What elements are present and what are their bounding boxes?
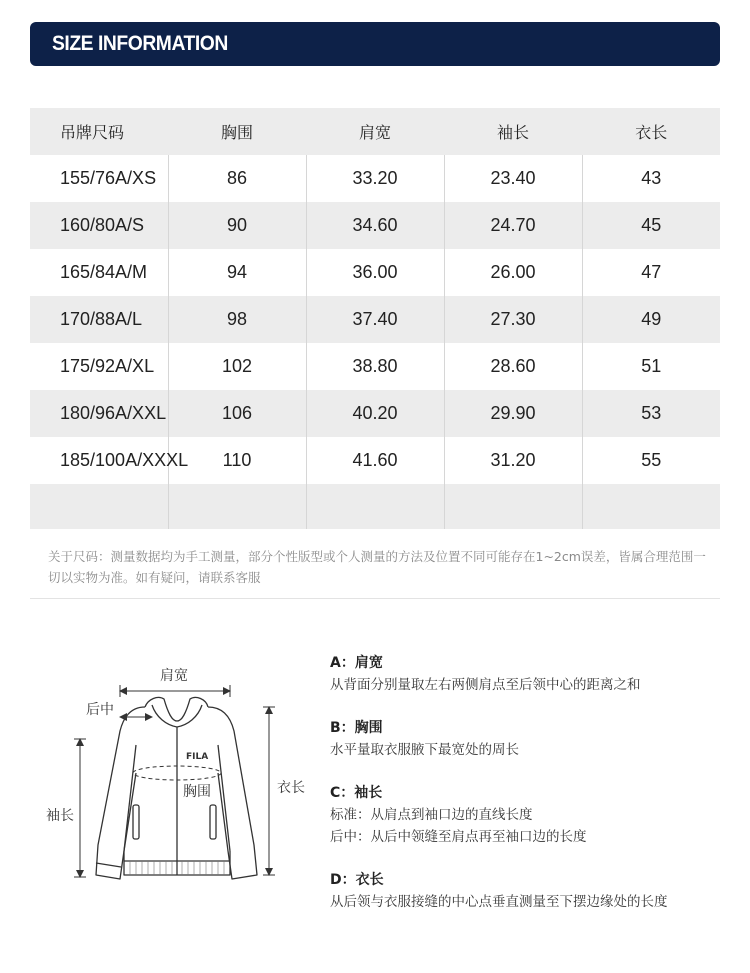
table-row xyxy=(30,390,720,437)
column-header: 肩宽 xyxy=(306,108,444,155)
measurement-diagram xyxy=(40,655,320,905)
definition-text: 从背面分别量取左右两侧肩点至后领中心的距离之和 xyxy=(330,677,641,693)
divider xyxy=(30,598,720,599)
definition-title: D：衣长 xyxy=(330,872,384,888)
table-cell: 47 xyxy=(582,249,720,296)
diagram-label-sleeve: 袖长 xyxy=(46,808,74,824)
table-row xyxy=(30,155,720,202)
table-cell: 98 xyxy=(168,296,306,343)
definition-text: 从后领与衣服接缝的中心点垂直测量至下摆边缘处的长度 xyxy=(330,894,668,910)
definition-shoulder xyxy=(330,652,730,696)
table-cell: 110 xyxy=(168,437,306,484)
table-cell: 170/88A/L xyxy=(30,296,168,343)
definition-text: 水平量取衣服腋下最宽处的周长 xyxy=(330,742,519,758)
table-cell: 29.90 xyxy=(444,390,582,437)
table-cell: 106 xyxy=(168,390,306,437)
table-cell: 34.60 xyxy=(306,202,444,249)
definition-text: 标准：从肩点到袖口边的直线长度 xyxy=(330,807,533,823)
table-row xyxy=(30,249,720,296)
table-cell: 26.00 xyxy=(444,249,582,296)
definition-length xyxy=(330,869,730,913)
table-cell: 45 xyxy=(582,202,720,249)
diagram-label-chest: 胸围 xyxy=(183,784,211,800)
table-cell: 160/80A/S xyxy=(30,202,168,249)
table-cell: 41.60 xyxy=(306,437,444,484)
column-header: 衣长 xyxy=(582,108,720,155)
diagram-label-shoulder: 肩宽 xyxy=(160,668,188,684)
table-cell: 90 xyxy=(168,202,306,249)
column-header: 胸围 xyxy=(168,108,306,155)
table-cell xyxy=(444,484,582,529)
diagram-label-back-center: 后中 xyxy=(86,702,114,718)
table-cell: 55 xyxy=(582,437,720,484)
table-row xyxy=(30,296,720,343)
table-row xyxy=(30,437,720,484)
table-cell: 102 xyxy=(168,343,306,390)
table-cell: 185/100A/XXXL xyxy=(60,450,189,470)
table-header-row xyxy=(30,108,720,155)
diagram-logo: FILA xyxy=(186,752,209,762)
table-cell: 165/84A/M xyxy=(60,262,148,282)
diagram-label-length: 衣长 xyxy=(277,780,305,796)
table-cell: 24.70 xyxy=(444,202,582,249)
table-cell: 38.80 xyxy=(306,343,444,390)
definition-text: 后中：从后中领缝至肩点再至袖口边的长度 xyxy=(330,829,587,845)
size-note: 关于尺码：测量数据均为手工测量，部分个性版型或个人测量的方法及位置不同可能存在1~2cm误差，皆属合理范围一切以实物为准。如有疑问，请联系客服 xyxy=(48,549,706,585)
table-cell: 43 xyxy=(582,155,720,202)
page-title: SIZE INFORMATION xyxy=(52,32,228,55)
measurement-definitions xyxy=(330,652,730,934)
table-cell xyxy=(168,484,306,529)
table-cell: 36.00 xyxy=(306,249,444,296)
definition-title: B：胸围 xyxy=(330,720,383,736)
table-row xyxy=(30,202,720,249)
table-cell xyxy=(306,484,444,529)
table-cell: 27.30 xyxy=(444,296,582,343)
table-cell: 155/76A/XS xyxy=(60,168,157,188)
table-cell: 53 xyxy=(582,390,720,437)
table-cell: 23.40 xyxy=(444,155,582,202)
table-row xyxy=(30,343,720,390)
table-row-empty xyxy=(30,484,720,529)
table-cell: 180/96A/XXL xyxy=(30,390,168,437)
table-cell: 86 xyxy=(168,155,306,202)
table-cell: 31.20 xyxy=(444,437,582,484)
table-cell xyxy=(30,484,168,529)
table-cell xyxy=(582,484,720,529)
table-cell: 28.60 xyxy=(444,343,582,390)
table-cell: 49 xyxy=(582,296,720,343)
definition-title: A：肩宽 xyxy=(330,655,383,671)
definition-sleeve xyxy=(330,782,730,848)
table-cell: 175/92A/XL xyxy=(60,356,155,376)
table-cell: 37.40 xyxy=(306,296,444,343)
table-cell: 94 xyxy=(168,249,306,296)
table-cell: 33.20 xyxy=(306,155,444,202)
size-table xyxy=(30,108,720,529)
column-header: 吊牌尺码 xyxy=(30,108,168,155)
definition-title: C：袖长 xyxy=(330,785,383,801)
definition-chest xyxy=(330,717,730,761)
table-cell: 51 xyxy=(582,343,720,390)
column-header: 袖长 xyxy=(444,108,582,155)
header-banner xyxy=(30,22,720,66)
table-cell: 40.20 xyxy=(306,390,444,437)
